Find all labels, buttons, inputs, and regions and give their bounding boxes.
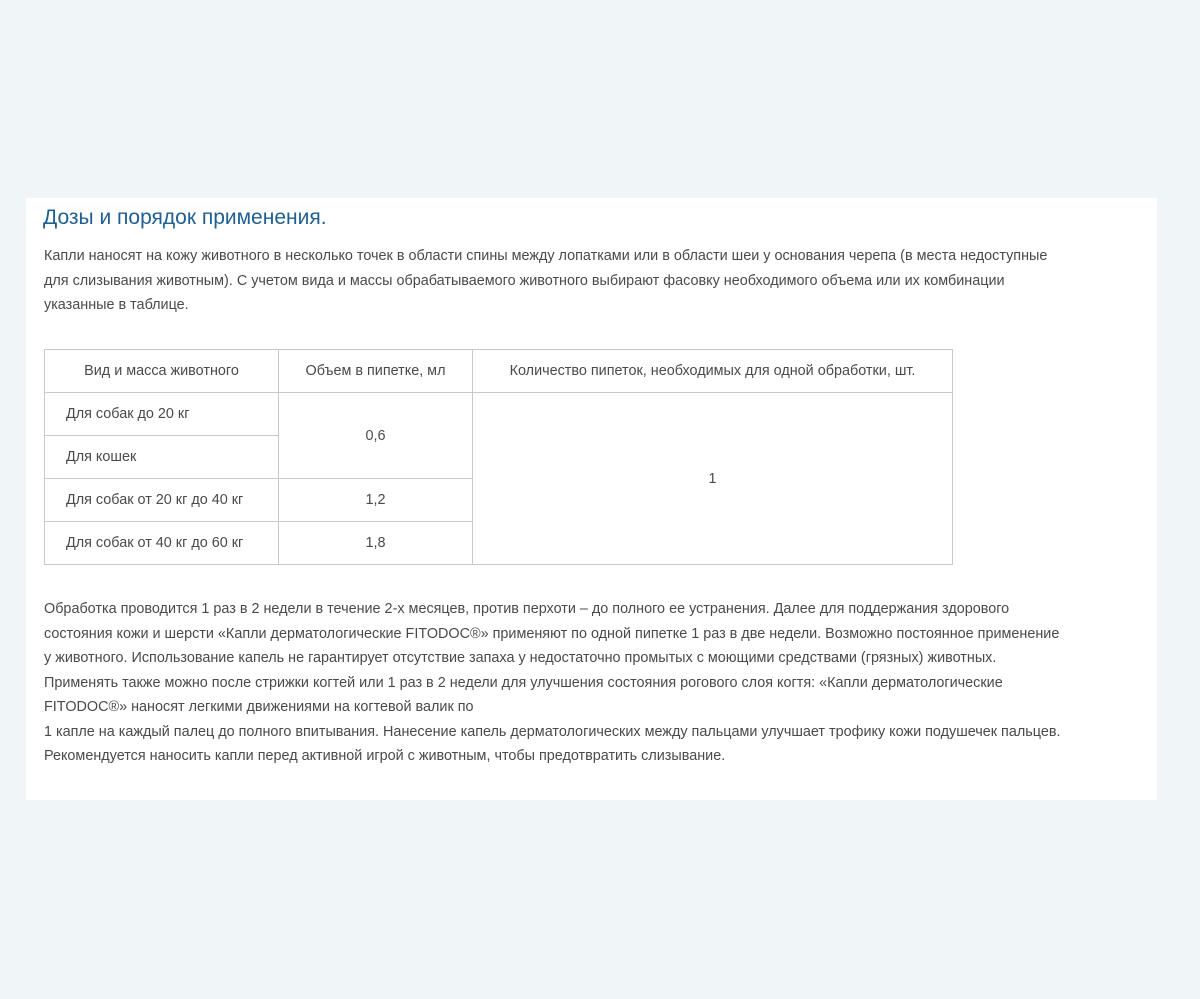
table-header-row <box>45 350 953 393</box>
usage-line: Рекомендуется наносить капли перед активной игрой с животным, чтобы предотвратить слизывание. <box>44 748 726 764</box>
cell-volume: 0,6 <box>279 393 473 479</box>
usage-line: у животного. Использование капель не гарантирует отсутствие запаха у недостаточно промытых с моющими средствами (грязных) животных. <box>44 650 997 666</box>
usage-line: FITODOC®» наносят легкими движениями на когтевой валик по <box>44 699 474 715</box>
usage-line: Применять также можно после стрижки когтей или 1 раз в 2 недели для улучшения состояния рогового слоя когтя: «Капли дерматологические <box>44 674 1003 691</box>
cell-animal: Для кошек <box>45 436 279 479</box>
cell-volume: 1,2 <box>279 479 473 522</box>
cell-animal: Для собак до 20 кг <box>45 393 279 436</box>
dosage-table <box>44 349 953 565</box>
intro-line: указанные в таблице. <box>44 297 189 313</box>
header-cell-count: Количество пипеток, необходимых для одной обработки, шт. <box>473 350 953 393</box>
cell-animal: Для собак от 40 кг до 60 кг <box>45 522 279 565</box>
intro-paragraph <box>44 244 1047 318</box>
cell-count: 1 <box>473 393 953 565</box>
usage-line: состояния кожи и шерсти «Капли дерматологические FITODOC®» применяют по одной пипетке 1 раз в две недели. Возможно постоянное применение <box>44 625 1060 642</box>
usage-line: 1 капле на каждый палец до полного впитывания. Нанесение капель дерматологических между пальцами улучшает трофику кожи подушечек пальцев. <box>44 723 1061 740</box>
intro-line: для слизывания животным). С учетом вида и массы обрабатываемого животного выбирают фасовку необходимого объема или их комбинации <box>44 272 1005 289</box>
cell-animal: Для собак от 20 кг до 40 кг <box>45 479 279 522</box>
content-card <box>26 198 1157 800</box>
section-title: Дозы и порядок применения. <box>43 206 327 229</box>
usage-line: Обработка проводится 1 раз в 2 недели в течение 2-х месяцев, против перхоти – до полного ее устранения. Далее для поддержания здорового <box>44 601 1010 617</box>
table-row <box>45 393 953 436</box>
header-cell-volume: Объем в пипетке, мл <box>279 350 473 393</box>
intro-line: Капли наносят на кожу животного в несколько точек в области спины между лопатками или в области шеи у основания черепа (в места недоступные <box>44 248 1048 264</box>
header-cell-animal: Вид и масса животного <box>45 350 279 393</box>
usage-paragraph <box>44 597 1060 769</box>
cell-volume: 1,8 <box>279 522 473 565</box>
